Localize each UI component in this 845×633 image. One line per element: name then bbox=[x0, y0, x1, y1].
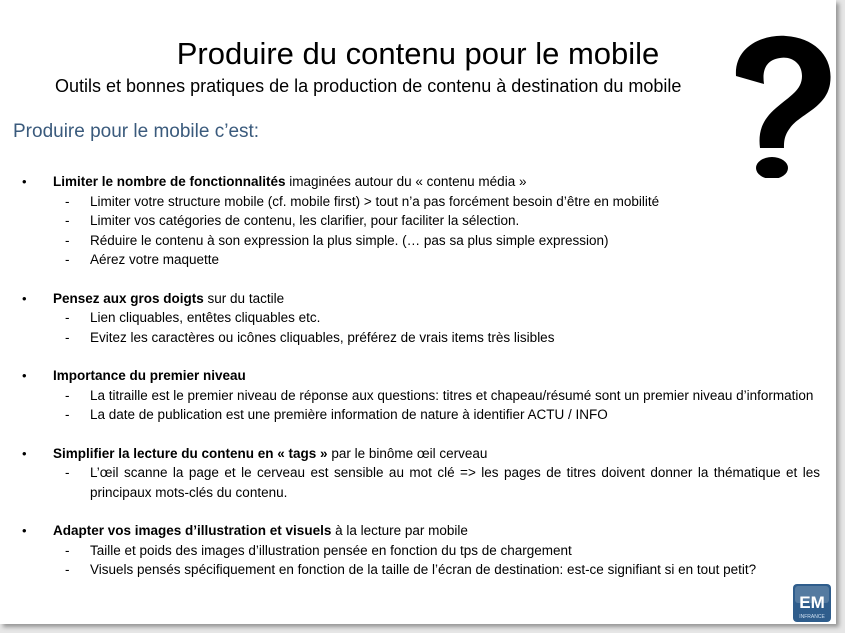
bullet-block bbox=[20, 521, 820, 580]
dash-marker: - bbox=[65, 232, 70, 248]
main-bullet bbox=[20, 289, 820, 309]
dash-marker: - bbox=[65, 252, 70, 267]
main-bullet bbox=[20, 444, 820, 464]
sub-bullet-text: Evitez les caractères ou icônes cliquables, préférez de vrais items très lisibles bbox=[90, 329, 555, 345]
bullet-marker: • bbox=[22, 368, 27, 383]
sub-bullet-text: Lien cliquables, entêtes cliquables etc. bbox=[90, 310, 321, 325]
bullet-marker: • bbox=[22, 523, 27, 538]
logo-text: EM bbox=[799, 593, 825, 612]
bullet-bold-text: Simplifier la lecture du contenu en « tags » bbox=[53, 445, 328, 461]
sub-bullet-text: L’œil scanne la page et le cerveau est sensible au mot clé => les pages de titres doivent donner la thématique et les principaux mots-clés du contenu. bbox=[90, 465, 820, 500]
em-logo bbox=[793, 584, 831, 622]
sub-bullet-text: La titraille est le premier niveau de réponse aux questions: titres et chapeau/résumé sont un premier niveau d’information bbox=[90, 387, 814, 403]
bullet-block bbox=[20, 289, 820, 348]
question-mark-icon bbox=[716, 28, 836, 178]
bullet-text: sur du tactile bbox=[203, 290, 285, 306]
bullet-text: par le binôme œil cerveau bbox=[327, 445, 488, 461]
sub-bullet bbox=[20, 541, 820, 561]
dash-marker: - bbox=[65, 329, 70, 345]
sub-bullet-text: Limiter votre structure mobile (cf. mobile first) > tout n’a pas forcément besoin d’être en mobilité bbox=[90, 193, 660, 209]
dash-marker: - bbox=[65, 407, 70, 422]
dash-marker: - bbox=[65, 542, 70, 558]
main-bullet bbox=[20, 366, 820, 386]
slide-title: Produire du contenu pour le mobile bbox=[176, 36, 660, 71]
bullet-bold-text: Importance du premier niveau bbox=[53, 368, 246, 383]
logo-subtext: INFRANCE bbox=[799, 614, 825, 620]
sub-bullet-text: La date de publication est une première information de nature à identifier ACTU / INFO bbox=[90, 407, 608, 422]
bullet-text: imaginées autour du « contenu média » bbox=[285, 174, 527, 189]
dash-marker: - bbox=[65, 310, 70, 325]
sub-bullet-text: Réduire le contenu à son expression la plus simple. (… pas sa plus simple expression) bbox=[90, 232, 609, 248]
sub-bullet-text: Visuels pensés spécifiquement en fonction de la taille de l’écran de destination: est-ce signifiant si en tout petit? bbox=[90, 562, 757, 577]
sub-bullet bbox=[20, 405, 820, 425]
bullet-block bbox=[20, 366, 820, 425]
section-heading: Produire pour le mobile c’est: bbox=[13, 121, 260, 142]
slide-subtitle: Outils et bonnes pratiques de la production de contenu à destination du mobile bbox=[55, 76, 682, 96]
sub-bullet bbox=[20, 386, 820, 406]
bullet-bold-text: Pensez aux gros doigts bbox=[53, 290, 204, 306]
sub-bullet bbox=[20, 560, 820, 580]
dash-marker: - bbox=[65, 387, 70, 403]
sub-bullet bbox=[20, 250, 820, 270]
dash-marker: - bbox=[65, 213, 70, 228]
bullet-block bbox=[20, 172, 820, 270]
sub-bullet bbox=[20, 192, 820, 212]
sub-bullet-text: Taille et poids des images d’illustration pensée en fonction du tps de chargement bbox=[90, 542, 572, 558]
bullet-marker: • bbox=[22, 290, 27, 306]
bullet-marker: • bbox=[22, 174, 27, 189]
sub-bullet bbox=[20, 308, 820, 328]
dash-marker: - bbox=[65, 562, 70, 577]
main-bullet bbox=[20, 521, 820, 541]
sub-bullet bbox=[20, 231, 820, 251]
bullet-list bbox=[20, 172, 820, 599]
sub-bullet bbox=[20, 328, 820, 348]
bullet-block bbox=[20, 444, 820, 503]
bullet-text: à la lecture par mobile bbox=[331, 523, 468, 538]
bullet-marker: • bbox=[22, 445, 27, 461]
main-bullet bbox=[20, 172, 820, 192]
bullet-bold-text: Limiter le nombre de fonctionnalités bbox=[53, 174, 286, 189]
sub-bullet bbox=[20, 211, 820, 231]
dash-marker: - bbox=[65, 193, 70, 209]
bullet-bold-text: Adapter vos images d’illustration et visuels bbox=[53, 523, 332, 538]
sub-bullet bbox=[20, 463, 820, 502]
dash-marker: - bbox=[65, 465, 70, 480]
sub-bullet-text: Aérez votre maquette bbox=[90, 252, 220, 267]
sub-bullet-text: Limiter vos catégories de contenu, les clarifier, pour faciliter la sélection. bbox=[90, 213, 520, 228]
